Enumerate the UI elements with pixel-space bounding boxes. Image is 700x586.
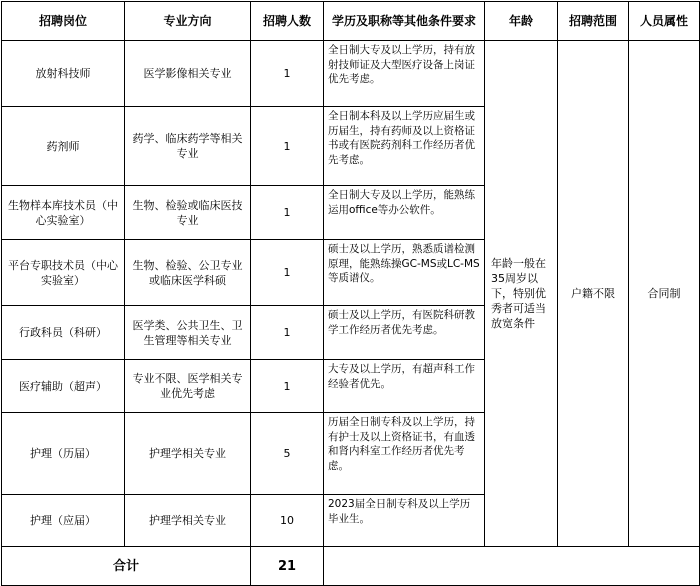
total-count: 21: [251, 547, 324, 586]
major-cell: 药学、临床药学等相关专业: [125, 107, 251, 186]
requirement-cell: 大专及以上学历，有超声科工作经验者优先。: [324, 360, 485, 413]
major-cell: 专业不限、医学相关专业优先考虑: [125, 360, 251, 413]
recruitment-table: [1, 1, 700, 586]
position-cell: 平台专职技术员（中心实验室）: [2, 240, 125, 306]
requirement-cell: 硕士及以上学历，有医院科研教学工作经历者优先考虑。: [324, 306, 485, 360]
count-cell: 1: [251, 41, 324, 107]
header-age: 年龄: [485, 2, 558, 41]
header-row: [2, 2, 700, 41]
header-scope: 招聘范围: [558, 2, 629, 41]
position-cell: 护理（历届）: [2, 413, 125, 495]
total-label: 合计: [2, 547, 251, 586]
requirement-cell: 全日制本科及以上学历应届生或历届生，持有药师及以上资格证书或有医院药剂科工作经历者优先考虑。: [324, 107, 485, 186]
requirement-cell: 硕士及以上学历，熟悉质谱检测原理，能熟练操GC-MS或LC-MS等质谱仪。: [324, 240, 485, 306]
requirement-cell: 2023届全日制专科及以上学历毕业生。: [324, 495, 485, 547]
scope-cell: 户籍不限: [558, 41, 629, 547]
position-cell: 行政科员（科研）: [2, 306, 125, 360]
header-position: 招聘岗位: [2, 2, 125, 41]
requirement-cell: 全日制大专及以上学历，能熟练运用office等办公软件。: [324, 186, 485, 240]
header-count: 招聘人数: [251, 2, 324, 41]
position-cell: 护理（应届）: [2, 495, 125, 547]
header-major: 专业方向: [125, 2, 251, 41]
major-cell: 生物、检验、公卫专业或临床医学科硕: [125, 240, 251, 306]
requirement-cell: 历届全日制专科及以上学历，持有护士及以上资格证书，有血透和肾内科室工作经历者优先考虑。: [324, 413, 485, 495]
count-cell: 1: [251, 360, 324, 413]
position-cell: 医疗辅助（超声）: [2, 360, 125, 413]
count-cell: 1: [251, 306, 324, 360]
age-cell: 年龄一般在35周岁以下，特别优秀者可适当放宽条件: [485, 41, 558, 547]
major-cell: 生物、检验或临床医技专业: [125, 186, 251, 240]
total-row: [2, 547, 700, 586]
attribute-cell: 合同制: [629, 41, 700, 547]
position-cell: 生物样本库技术员（中心实验室）: [2, 186, 125, 240]
total-empty-cell: [324, 547, 700, 586]
major-cell: 护理学相关专业: [125, 495, 251, 547]
count-cell: 1: [251, 240, 324, 306]
requirement-cell: 全日制大专及以上学历，持有放射技师证及大型医疗设备上岗证优先考虑。: [324, 41, 485, 107]
count-cell: 1: [251, 107, 324, 186]
major-cell: 医学类、公共卫生、卫生管理等相关专业: [125, 306, 251, 360]
header-attribute: 人员属性: [629, 2, 700, 41]
position-cell: 药剂师: [2, 107, 125, 186]
count-cell: 5: [251, 413, 324, 495]
table-row: [2, 41, 700, 107]
major-cell: 护理学相关专业: [125, 413, 251, 495]
header-requirements: 学历及职称等其他条件要求: [324, 2, 485, 41]
count-cell: 10: [251, 495, 324, 547]
count-cell: 1: [251, 186, 324, 240]
position-cell: 放射科技师: [2, 41, 125, 107]
major-cell: 医学影像相关专业: [125, 41, 251, 107]
